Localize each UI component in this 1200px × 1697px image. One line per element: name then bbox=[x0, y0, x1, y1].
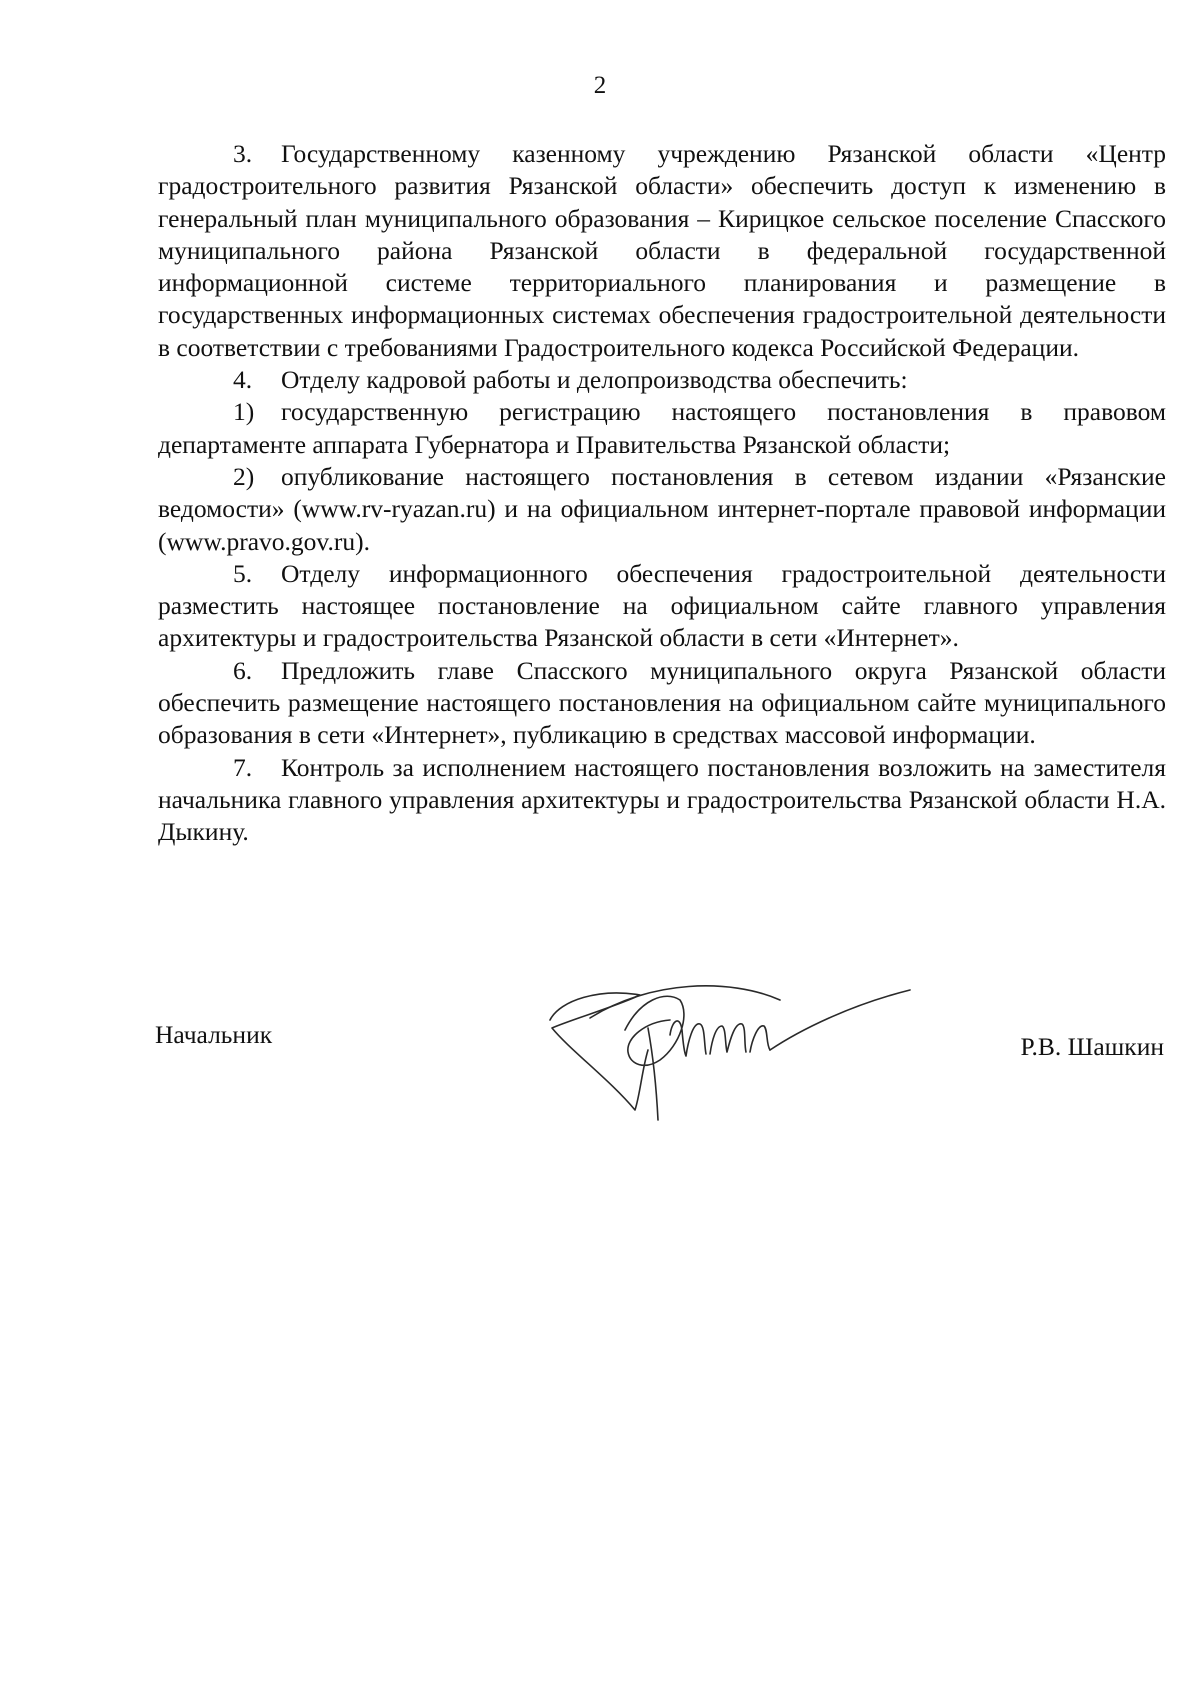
paragraph-text: Государственному казенному учреждению Рязанской области «Центр градостроительного развития Рязанской области» обеспечить доступ к изменению в генеральный план муниципального образования – Кирицкое сельское поселение Спасского муниципального района Рязанской области в федеральной государственной информационной системе территориального планирования и размещение в государственных информационных системах обеспечения градостроительной деятельности в соответствии с требованиями Градостроительного кодекса Российской Федерации. bbox=[158, 139, 1166, 362]
signer-name: Р.В. Шашкин bbox=[1020, 1032, 1164, 1061]
paragraph-number: 5. bbox=[233, 558, 253, 588]
paragraph-text: Предложить главе Спасского муниципального округа Рязанской области обеспечить размещение настоящего постановления на официальном сайте муниципального образования в сети «Интернет», публикацию в средствах массовой информации. bbox=[158, 655, 1166, 750]
paragraph-text: Отделу кадровой работы и делопроизводства обеспечить: bbox=[281, 365, 908, 395]
paragraph-number: 3. bbox=[233, 139, 253, 168]
paragraph-number: 4. bbox=[233, 365, 253, 395]
signer-position: Начальник bbox=[155, 1020, 273, 1049]
handwritten-signature bbox=[530, 960, 930, 1150]
paragraph-text: Отделу информационного обеспечения градостроительной деятельности разместить настоящее постановление на официальном сайте главного управления архитектуры и градостроительства Рязанской области в сети «Интернет». bbox=[158, 558, 1166, 653]
paragraph-number: 1) bbox=[233, 397, 255, 427]
paragraph-text: государственную регистрацию настоящего постановления в правовом департаменте аппарата Губернатора и Правительства Рязанской области; bbox=[158, 397, 1166, 459]
page-number: 2 bbox=[593, 72, 607, 99]
paragraph-number: 6. bbox=[233, 655, 253, 685]
paragraph-number: 7. bbox=[233, 752, 253, 782]
paragraph-number: 2) bbox=[233, 461, 255, 491]
paragraph-text: опубликование настоящего постановления в сетевом издании «Рязанские ведомости» (www.rv-ryazan.ru) и на официальном интернет-портале правовой информации (www.pravo.gov.ru). bbox=[158, 461, 1166, 556]
paragraph-text: Контроль за исполнением настоящего постановления возложить на заместителя начальника главного управления архитектуры и градостроительства Рязанской области Н.А. Дыкину. bbox=[158, 752, 1166, 847]
